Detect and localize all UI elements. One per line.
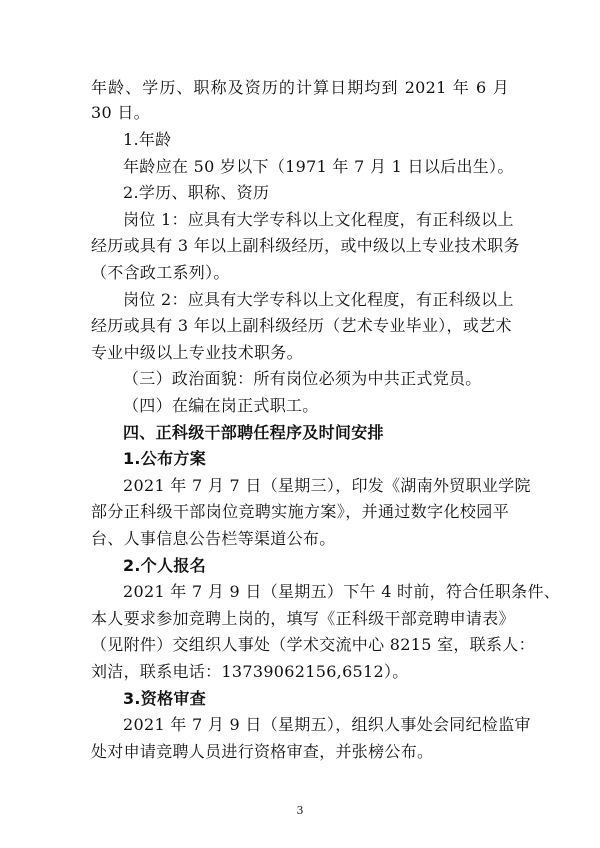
subsection-heading: 2.学历、职称、资历: [123, 183, 270, 202]
paragraph-line: 2021 年 7 月 7 日（星期三），印发《湖南外贸职业学院: [123, 476, 531, 495]
paragraph-line: （四）在编在岗正式职工。: [123, 396, 319, 415]
paragraph-line: 经历或具有 3 年以上副科级经历（艺术专业毕业），或艺术: [91, 316, 512, 335]
paragraph-line: （见附件）交组织人事处（学术交流中心 8215 室，联系人：: [91, 635, 535, 654]
paragraph-line: 专业中级以上专业技术职务。: [91, 343, 303, 362]
paragraph-line: 30 日。: [91, 103, 150, 122]
section-heading: 四、正科级干部聘任程序及时间安排: [123, 423, 384, 442]
paragraph-line: 刘洁，联系电话：13739062156,6512）。: [91, 662, 409, 681]
subsection-heading: 3.资格审查: [123, 689, 207, 708]
paragraph-line: 岗位 1：应具有大学专科以上文化程度，有正科级以上: [123, 210, 514, 229]
paragraph-line: （三）政治面貌：所有岗位必须为中共正式党员。: [123, 369, 482, 388]
paragraph-line: 经历或具有 3 年以上副科级经历，或中级以上专业技术职务: [91, 236, 520, 255]
page-number: 3: [296, 804, 304, 817]
subsection-heading: 1.年龄: [123, 130, 172, 149]
paragraph-line: 本人要求参加竞聘上岗的，填写《正科级干部竞聘申请表》: [91, 609, 515, 628]
paragraph-line: 年龄、学历、职称及资历的计算日期均到 2021 年 6 月: [91, 78, 509, 97]
paragraph-line: （不含政工系列）。: [91, 263, 230, 282]
paragraph-line: 年龄应在 50 岁以下（1971 年 7 月 1 日以后出生）。: [123, 157, 514, 176]
subsection-heading: 1.公布方案: [123, 449, 207, 468]
paragraph-line: 处对申请竞聘人员进行资格审查，并张榜公布。: [91, 742, 434, 761]
subsection-heading: 2.个人报名: [123, 556, 207, 575]
paragraph-line: 岗位 2：应具有大学专科以上文化程度，有正科级以上: [123, 290, 514, 309]
paragraph-line: 2021 年 7 月 9 日（星期五）下午 4 时前，符合任职条件、: [123, 582, 561, 601]
paragraph-line: 2021 年 7 月 9 日（星期五），组织人事处会同纪检监审: [123, 715, 531, 734]
paragraph-line: 部分正科级干部岗位竞聘实施方案》，并通过数字化校园平: [91, 502, 509, 521]
paragraph-line: 台、人事信息公告栏等渠道公布。: [91, 529, 336, 548]
